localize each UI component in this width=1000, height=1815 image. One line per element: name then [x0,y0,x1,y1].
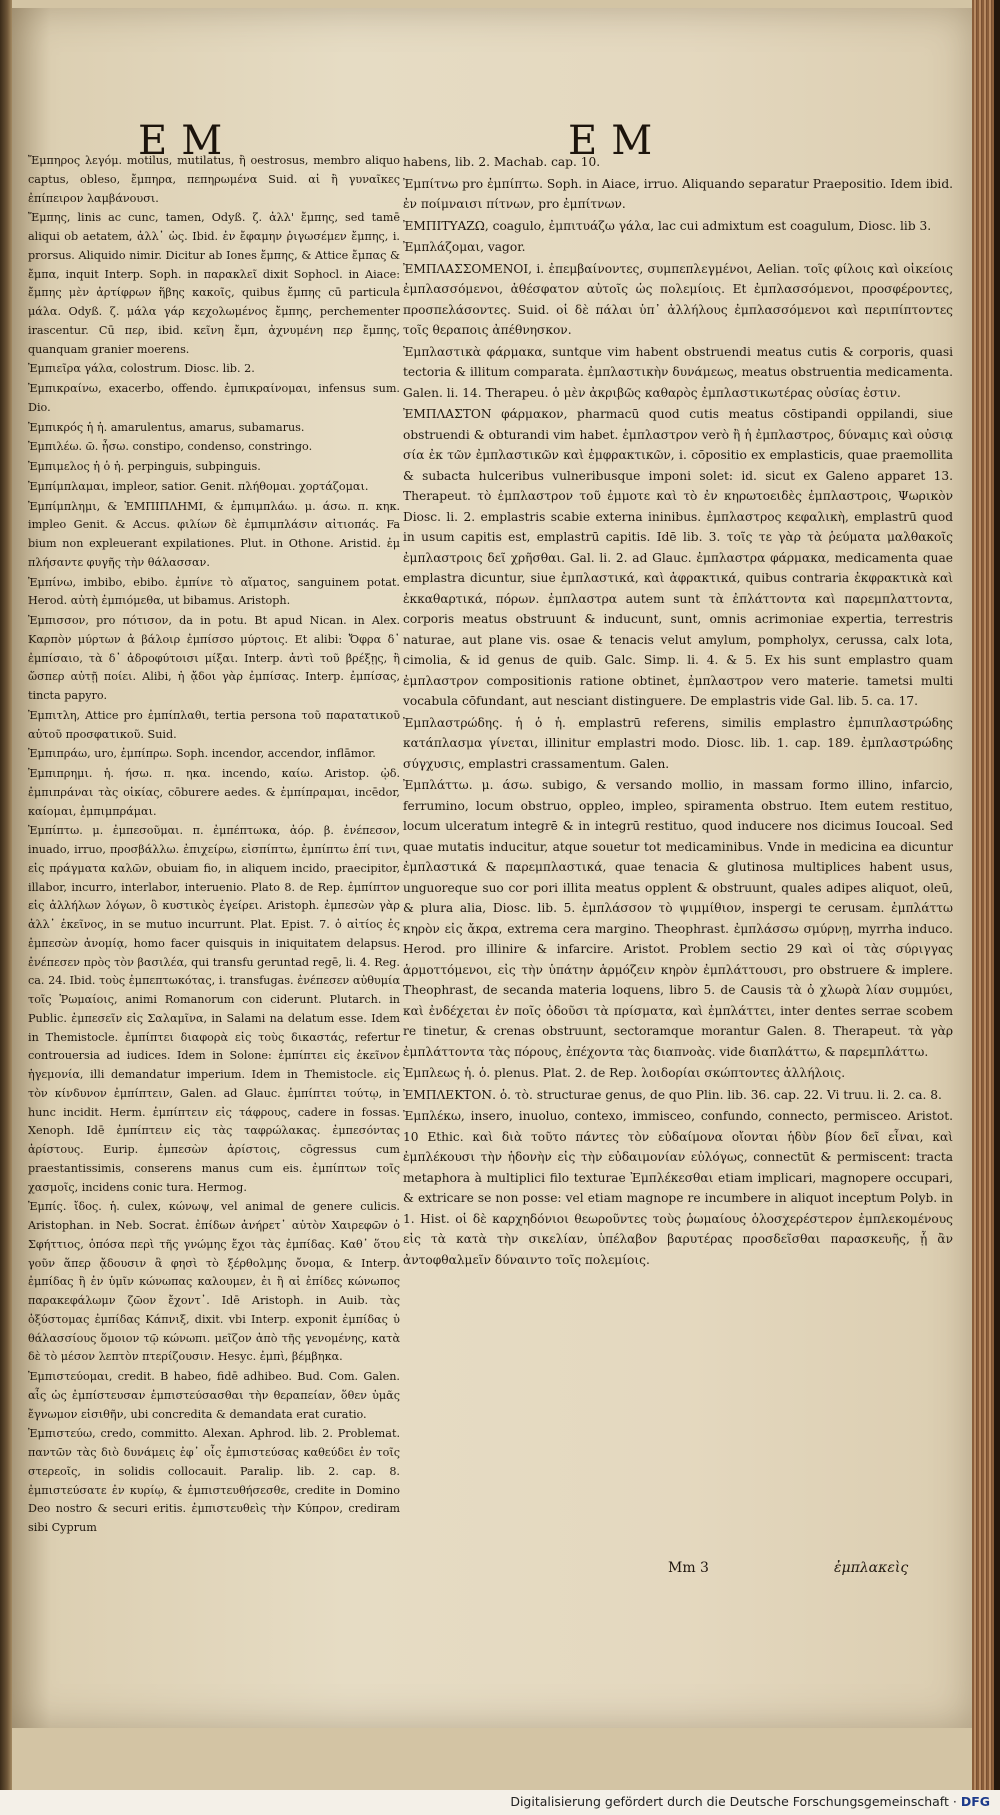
dictionary-entry: Ἐμπλέκω, insero, inuoluo, contexo, immisceo, confundo, connecto, permisceo. Aristot. 10 Ethic. καὶ διὰ τοῦτο πάντες τὸν εὐδαίμονα οἴονται ἡδὺν βίον δεῖ εἶναι, καὶ ἐμπλέκουσι τὴν ἡδονὴν εἰς τὴν εὐδαιμονίαν εὐλόγως, connectūt & permiscent: tracta metaphora à multiplici filo texturae Ἐμπλέκεσθαι etiam implicari, magnopere occupari, & extricare se non posse: vel etiam magnope re incumbere in aliquot inceptum Polyb. in 1. Hist. οἱ δὲ καρχηδόνιοι θεωροῦντες τοὺς ῥωμαίους ὁλοσχερέστερον ἐμπλεκομένους εἰς τὰ κατὰ τὴν σικελίαν, ὑπέλαβον βαρυτέρας προσδεῖσθαι παρασκευῆς, ᾗ ἂν ἀντοφθαλμεῖν δύναιντο τοῖς πολεμίοις. [403,1109,953,1267]
dictionary-entry: Ἐμπίτνω pro ἐμπίπτω. Soph. in Aiace, irruo. Aliquando separatur Praepositio. Idem ibid. ἐν ποίμναισι πίτνων, pro ἐμπίτνων. [403,176,953,211]
digitization-notice: Digitalisierung gefördert durch die Deutsche Forschungsgemeinschaft [510,1794,949,1809]
dictionary-entry: Ἐμπιεῖρα γάλα, colostrum. Diosc. lib. 2. [28,362,255,376]
dictionary-entry: Ἐμπιστεύω, credo, committo. Alexan. Aphrod. lib. 2. Problemat. παντῶν τὰς διὸ δυνάμεις ἐφ᾽ οἷς ἐμπιστεύσας καθεύδει ἐν τοῖς στερεοῖς, in solidis collocauit. Paralip. lib. 2. cap. 8. ἐμπιστεύσατε ἐν κυρίῳ, & ἐμπιστευθήσεσθε, credite in Domino Deo nostro & securi eritis. ἐμπιστευθεὶς τὴν Κύπρον, crediram sibi Cyprum [28,1427,400,1534]
dictionary-entry: Ἐμπιτλη, Attice pro ἐμπίπλαθι, tertia persona τοῦ παρατατικοῦ αὐτοῦ προσφατικοῦ. Suid. [28,708,400,741]
dictionary-entry: Ἐμπιπρημι. ἡ. ήσω. π. ηκα. incendo, καίω. Aristop. ᾠδ. ἐμπιπράναι τὰς οἰκίας, cōburere aedes. & ἐμπίπραμαι, incēdor, καίομαι, ἐμπιμπράμαι. [28,767,400,818]
book-shadow [994,0,1000,1815]
dictionary-entry: Ἐμπίς. ἴδος. ἡ. culex, κώνωψ, vel animal de genere culicis. Aristophan. in Neb. Socrat. ἐπίδων ἀνήρετ᾽ αὐτὸν Χαιρεφῶν ὁ Σφήττιος, ὁπόσα περὶ τῆς γνώμης ἔχοι τὰς ἐμπίδας. Καθ᾽ ὅτου γοῦν ἅπερ ᾄδουσιν ἃ φησὶ τὸ ξέρθολμης ὄνομα, & Interp. ἐμπίδας ἢ ἐν ὑμῖν κώνωπας καλουμεν, ἐι ἢ αἱ ἐπίδες κώνωπος παρακεφάλωμν ζῶον ἔχοντ᾽. Idē Aristoph. in Auib. τὰς ὀξύστομας ἐμπίδας Κάπνιξ, dixit. vbi Interp. exponit ἐμπίδας ὑ θάλασσίους ὅμοιον τῷ κώνωπι. μεῖζον ἀπὸ τῆς γενομένης, κατὰ δὲ τὸ μέσον λεπτὸν πτερίζουσιν. Hesyc. ἐμπὶ, βέμβηκα. [28,1200,400,1364]
dictionary-entry: ἘΜΠΙΤΥΑΖΩ, coagulo, ἐμπιτυάζω γάλα, lac cui admixtum est coagulum, Diosc. lib 3. [403,218,932,233]
digitization-credit: Digitalisierung gefördert durch die Deutsche Forschungsgemeinschaft · DFG [510,1794,990,1809]
dictionary-entry: Ἐμπιλέω. ῶ. ἦσω. constipo, condenso, constringo. [28,440,313,454]
dictionary-entry: ἘΜΠΛΑΣΣΟΜΕΝΟΙ, i. ἐπεμβαίνοντες, συμπεπλεγμένοι, Aelian. τοῖς φίλοις καὶ οἰκείοις ἐμπλασσόμενοι, ἀθέσφατον αὐτοῖς ὡς πολεμίοις. Et ἐμπλασσόμενοι, προσφέροντες, προσπελάσοντες. Suid. οἱ δὲ πάλαι ὑπ᾽ ἀλλήλους ἐμπλασσόμενοι καὶ περιπίπτοντες τοῖς θεραποις ἀπέθνησκον. [403,261,953,337]
dictionary-entry: Ἔμπης, linis ac cunc, tamen, Odyß. ζ. ἀλλ' ἔμπης, sed tamē aliqui ob aetatem, ἀλλ᾽ ὡς. Ibid. ἐν ἔφαμην ῥιγωσέμεν ἔμπης, i. prorsus. Aliquido nimir. Dicitur ab Iones ἔμπης, & Attice ἔμπας & ἔμπα, inquit Interp. Soph. in παρακλεῖ dixit Sophocl. in Aiace: ἔμπης μὲν ἀρτίφρων ἥβης κακοῖς, quibus ἔμπης cū particula μάλα. Odyß. ζ. μάλα γάρ κεχολωμένος ἔμπης, perchementer irascentur. Cū περ, ibid. κεῖνη ἔμπ, ἀχνυμένη περ ἔμπης, quanquam granier moerens. [28,211,400,356]
dictionary-entry: Ἐμπισσον, pro πότισον, da in potu. Bt apud Nican. in Alex. Καρπὸν μύρτων ἀ βάλοιρ ἐμπίσσο μύρτοις. Et alibi: Ὄφρα δ᾽ ἐμπίσαιο, τὰ δ᾽ ἀδροφύτοισι μίξαι. Interp. ἀντὶ τοῦ βρέξῃς, ἢ ὥσπερ αὐτῇ ποίει. Alibi, ἠ ᾄδοι γὰρ ἐμπίσας. Interp. ἐμπίσας, tincta papyro. [28,614,400,702]
dictionary-entry: ἘΜΠΛΑΣΤΟΝ φάρμακον, pharmacū quod cutis meatus cōstipandi oppilandi, siue obstruendi & obturandi vim habet. ἐμπλαστρον verò ἢ ἡ ἐμπλαστρος, δύναμις καὶ οὐσιᾳ σία ἐκ τῶν ἐμπλαστικῶν καὶ ἐμφρακτικῶν, i. cōpositio ex emplasticis, quae praemollita & subacta hulceribus vulneribusque imponi solet: id. sicut ex Galeno apparet 13. Therapeut. τὸ ἐμπλαστρον τοῦ ἐμμοτε καὶ τὸ ἐν κηρωτοειδὲς ἐμπλαστροις, Ψωρικὸν Diosc. li. 2. emplastris scabie externa ininibus. ἐμπλαστρος κεφαλικὴ, emplastrū quod in usum capitis est, emplastrū capitis. Idē lib. 3. τοῖς τε γὰρ τὰ ῥεύματα μαλθακοῖς ἐμπλαστροις δεῖ χρῆσθαι. Gal. li. 2. ad Glauc. ἐμπλαστρα φάρμακα, medicamenta quae emplastra dicuntur, siue ἐμπλαστικά, καὶ ἀφρακτικά, quibus contraria ἐκφρακτικὰ καὶ ἐκκαθαρτικά, πόρων. ἐμπλαστρα autem sunt τὰ ἐπλάττοντα καὶ παρεμπλαττοντα, corporis meatus obstruunt & inducunt, sunt, omnis acrimoniae expertia, terrestris naturae, aut plane vis. osae & tenacis velut amylum, pompholyx, cerussa, calx lota, cimolia, & id genus de quib. Galc. Simp. li. 4. & 5. Ex his sunt emplastro quam ἐμπλαστρον compositionis ratione obtinet, ἐμπλαστρον vero materie. tametsi multi vocabula cōfundant, aut nesciant distinguere. De emplastris vide Gal. lib. 5. ca. 17. [403,407,953,708]
signature-mark: Mm 3 [668,1560,709,1576]
dictionary-entry: Ἐμπικραίνω, exacerbo, offendo. ἐμπικραίνομαι, infensus sum. Dio. [28,382,400,414]
page-edge [972,0,994,1815]
dictionary-entry: ἘΜΠΛΕΚΤΟΝ. ὁ. τὸ. structurae genus, de quo Plin. lib. 36. cap. 22. Vi truu. li. 2. ca. 8. [403,1087,942,1102]
catchword: ἐμπλακεὶς [834,1560,909,1576]
dictionary-entry: Ἐμπλάζομαι, vagor. [403,240,526,254]
dfg-logo[interactable]: DFG [960,1794,990,1809]
left-column [28,152,400,1539]
right-column [403,152,953,1271]
dictionary-entry: Ἔμπηρος λεγόμ. motilus, mutilatus, ἢ oestrosus, membro aliquo captus, obleso, ἔμπηρα, πεπηρωμένα Suid. αἱ ἢ γυναῖκες ἐπίπειρον λαμβάνουσι. [28,154,400,205]
dictionary-entry: Ἐμπλάττω. μ. άσω. subigo, & versando mollio, in massam formo illino, infarcio, ferrumino, locum obstruo, oppleo, impleo, spiramenta obstruo. Item eutem restituo, locum ulceratum integrē & in integrū restituo, quod inducere nos dicimus Ioucoal. Sed quae mutatis inducitur, atque souetur tot medicaminibus. Vnde in medicina ea dicuntur ἐμπλαστικά & παρεμπλαστικά, quae tenacia & glutinosa multiplices habent usus, unguoreque suo cor pori illita meatus opplent & obstruunt, quales adipes aliquot, oleū, & plura alia, Diosc. lib. 5. ἐμπλάσσον τὸ ψιμμίθιον, inspergi te cerusam. ἐμπλάττω κηρὸν εἰς ἄκρα, extrema cera margino. Theophrast. ἐμπλάσσω σμύρνῃ, myrrha induco. Herod. pro illinire & infarcire. Aristot. Problem sectio 29 καὶ οἱ τὰς σύριγγας ἁρμοττόμενοι, εἰς τὴν ὑπάτην ἁρμόζειν κηρὸν ἐμπλάττουσι, pro obstruere & implere. Theophrast, de secanda materia loquens, libro 5. de Causis τὰ ὀ χλωρὰ λίαν συμμύει, καὶ ἐνδέχεται ἐν ποῖς ὀδοῦσι τὰ πρίσματα, καὶ ἐμπλάττει, inter dentes serrae scobem re tinetur, & crenas obstruunt, sectoramque morantur Galen. 8. Therapeut. τὰ γὰρ ἐμπλάττοντα τὰς πόρους, ἐπέχοντα τὰς διαπνοὰς. vide διαπλάττω, & παρεμπλάττω. [403,778,953,1059]
running-header-left: EM [138,118,237,164]
dictionary-entry: Ἐμπλαστικὰ φάρμακα, suntque vim habent obstruendi meatus cutis & corporis, quasi tectoria & illitum comparata. ἐμπλαστικὴν δυνάμεως, meatus obstruentia medicamenta. Galen. li. 14. Therapeu. ὁ μὲν ἀκριβῶς καθαρὸς ἐμπλαστικωτέρας οὐσίας ἐστιν. [403,344,953,400]
dictionary-entry: Ἐμπλαστρώδης. ἡ ὁ ἡ. emplastrū referens, similis emplastro ἐμπιπλαστρώδης κατάπλασμα γίνεται, illinitur emplastri modo. Diosc. lib. 1. cap. 189. ἐμπλαστρώδης σύγχυσις, emplastri crassamentum. Galen. [403,715,953,771]
dictionary-entry: Ἐμπιστεύομαι, credit. B habeo, fidē adhibeo. Bud. Com. Galen. αἷς ὡς ἐμπίστευσαν ἐμπιστεύσασθαι τὴν θεραπείαν, ὅθεν ὑμᾶς ἔγνωμον εἰσιθῆν, ubi concredita & demandata erat curatio. [28,1370,400,1421]
dictionary-entry: Ἐμπλεως ἡ. ὁ. plenus. Plat. 2. de Rep. λοιδορίαι σκώπτοντες ἀλλήλοις. [403,1066,846,1080]
dictionary-entry: Ἐμπίμπλαμαι, impleor, satior. Genit. πλήθομαι. χορτάζομαι. [28,479,369,493]
book-binding [0,0,12,1815]
dictionary-entry: Ἐμπικρός ἡ ἡ. amarulentus, amarus, subamarus. [28,420,305,434]
dictionary-entry: Ἐμπιμελος ἡ ὁ ἡ. perpinguis, subpinguis. [28,460,261,473]
dictionary-entry: habens, lib. 2. Machab. cap. 10. [403,155,601,169]
dictionary-entry: Ἐμπίμπλημι, & ἘΜΠΙΠΛΗΜΙ, & ἐμπιμπλάω. μ. άσω. π. κηκ. impleo Genit. & Accus. φιλίων δὲ ἐμπιμπλάσιν αἰτιοπάς. Fa bium non expleuerant expilationes. Plut. in Othone. Aristid. ἐμ πλήσαντε φυγῆς τὴν θάλασσαν. [28,499,400,569]
running-header-right: EM [568,118,667,164]
dictionary-entry: Ἐμπίνω, imbibo, ebibo. ἐμπίνε τὸ αἵματος, sanguinem potat. Herod. αὐτὴ ἐμπιόμεθα, ut bibamus. Aristoph. [28,575,400,608]
dictionary-entry: Ἐμπιπράω, uro, ἐμπίπρω. Soph. incendor, accendor, inflāmor. [28,747,376,761]
dictionary-entry: Ἐμπίπτω. μ. ἐμπεσοῦμαι. π. ἐμπέπτωκα, ἀόρ. β. ἐνέπεσον, inuado, irruo, προσβάλλω. ἐπιχείρω, εἰσπίπτω, ἐμπίπτω ἐπί τινι, εἰς πράγματα καλῶν, obuiam fio, in aliquem incido, praecipitor, illabor, incurro, interlabor, interuenio. Plato 8. de Rep. ἐμπίπτον εἰς ἀλλήλων λόγων, ὃ κυστικὸς ἐγείρει. Aristoph. ἐμπεσὼν γὰρ ἀλλ᾽ ἐκεῖνος, in se mutuo incurrunt. Plat. Epist. 7. ὁ αἰτίος ἐς ἐμπεσὼν ἀνομίᾳ, homo facer quisquis in iniquitatem delapsus. ἐνέπεσεν πρὸς τὸν βασιλέα, qui transfu geruntad regē, li. 4. Reg. ca. 24. Ibid. τοὺς ἐμπεπτωκότας, i. transfugas. ἐνέπεσεν αὐθυμία τοῖς Ῥωμαίοις, animi Romanorum con ciderunt. Plutarch. in Public. ἐμπεσεῖν εἰς Σαλαμῖνα, in Salami na delatum esse. Idem in Themistocle. ἐμπίπτει διαφορὰ εἰς τοὺς δικαστάς, refertur controuersia ad iudices. Idem in Solone: ἐμπίπτει εἰς ἐκεῖνον ἡγεμονία, illi demandatur imperium. Idem in Themistocle. εἰς τὸν κίνδυνον ἐμπίπτειν, Galen. ad Glauc. ἐμπίπτει τούτῳ, in hunc incidit. Herm. ἐμπίπτειν εἰς τάφρους, cadere in fossas. Xenoph. Idē ἐμπίπτειν εἰς τὰς ταφρώλακας. ἐμπεσόντας ἀρίστους. Eurip. ἐμπεσὼν ἀρίστοις, cōgressus cum praestantissimis, conserens manus cum eis. ἐμπίπτων τοῖς χασμοῖς, incidens conic tura. Hermog. [28,824,400,1194]
